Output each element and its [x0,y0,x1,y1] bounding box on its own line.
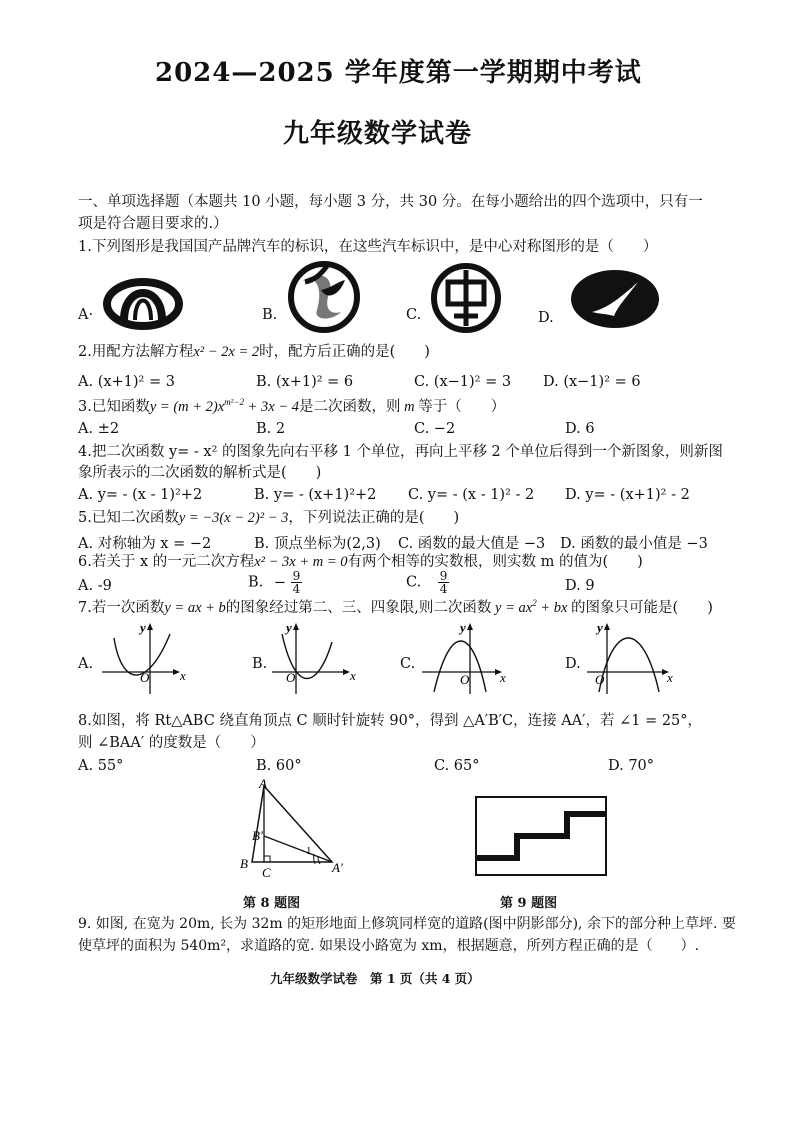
q9-line2: 使草坪的面积为 540m²，求道路的宽. 如果设小路宽为 xm，根据题意，所列方程正确的是（ ）. [78,938,700,954]
q4-option-d: D. y= - (x+1)² - 2 [565,487,690,503]
q5-equation: y = −3(x − 2)² − 3 [178,510,289,526]
q8-option-c: C. 65° [434,758,480,774]
q5-option-d: D. 函数的最小值是 −3 [560,536,708,552]
q7-graph-c [420,620,512,695]
q7-d-x-label: x [667,670,673,685]
q5-option-c: C. 函数的最大值是 −3 [398,536,546,552]
q7-stem-c: 的图象只可能是( ) [571,600,713,616]
q7-linear: y = ax + b [164,600,226,616]
q8-figure [222,778,352,878]
q8-option-b: B. 60° [256,758,302,774]
q7-label-a: A. [78,656,94,672]
q8-point-b-prime: B′ [252,828,263,843]
exam-subtitle: 九年级数学试卷 [283,119,473,149]
section-instructions-line2: 项是符合题目要求的.） [78,216,228,232]
q8-line2: 则 ∠BAA′ 的度数是（ ） [78,735,265,751]
q2-stem [78,343,430,361]
q3-option-b: B. 2 [256,421,286,437]
logo-arch-icon [102,272,184,330]
q2-option-c: C. (x−1)² = 3 [414,374,512,390]
q6-c-numerator: 9 [439,569,448,583]
q6-option-b [248,570,302,595]
q7-c-x-label: x [500,670,506,685]
q3-function: $y = (m + 2)x^{m^2-2} + 3x - 4$ [149,397,299,415]
q7-a-y-label: y [140,620,146,635]
q5-option-a: A. 对称轴为 x = −2 [78,536,212,552]
q1-label-b: B. [262,307,278,323]
q9-caption: 第 9 题图 [500,896,558,911]
q6-stem-a: 6.若关于 x 的一元二次方程 [78,554,255,570]
q2-option-a: A. (x+1)² = 3 [78,374,175,390]
q7-graph-b [270,620,362,695]
q7-c-y-label: y [460,620,466,635]
q2-stem-b: 时，配方后正确的是( ) [259,344,430,360]
q6-option-c-fraction [438,570,450,595]
q4-option-a: A. y= - (x - 1)²+2 [78,487,203,503]
q8-caption: 第 8 题图 [243,896,301,911]
q8-line1: 8.如图，将 Rt△ABC 绕直角顶点 C 顺时针旋转 90°，得到 △A′B′C，连接 AA′，若 ∠1 = 25°， [78,713,703,729]
q7-d-y-label: y [597,620,603,635]
q7-quadratic: $y = ax^2$ + bx [491,598,572,616]
q8-point-a: A [259,776,267,791]
q4-option-c: C. y= - (x - 1)² - 2 [408,487,535,503]
q9-line1: 9. 如图, 在宽为 20m, 长为 32m 的矩形地面上修筑同样宽的道路(图中阴影部分), 余下的部分种上草坪. 要 [78,916,736,932]
q3-option-c: C. −2 [414,421,456,437]
q4-line1: 4.把二次函数 y= - x² 的图象先向右平移 1 个单位，再向上平移 2 个单位后得到一个新图象，则新图 [78,444,723,460]
q2-stem-a: 2.用配方法解方程 [78,344,194,360]
q6-b-numerator: 9 [292,569,301,583]
q5-stem-b: ，下列说法正确的是( ) [288,510,460,526]
q7-stem-b: 的图象经过第二、三、四象限,则二次函数 [225,600,492,616]
q7-b-origin: O [286,670,296,685]
q6-option-b-label: B. [248,574,264,591]
q3-option-d: D. 6 [565,421,595,437]
q6-option-c-label: C. [406,574,422,591]
q6-option-b-minus: − [273,574,287,591]
q3-stem-a: 3.已知函数 [78,399,150,415]
q6-equation: x² − 3x + m = 0 [254,554,348,570]
logo-zhong-icon [430,262,502,334]
q3-stem-c: 等于（ ） [418,399,506,415]
q6-option-d: D. 9 [565,578,595,594]
section-instructions-line1: 一、单项选择题（本题共 10 小题，每小题 3 分，共 30 分。在每小题给出的四个选项中，只有一 [78,194,703,210]
q8-point-c: C [262,865,271,880]
logo-swirl-icon [287,260,361,334]
logo-wing-icon [568,268,662,330]
q5-stem-a: 5.已知二次函数 [78,510,179,526]
q6-stem-b: 有两个相等的实数根，则实数 m 的值为( ) [347,554,643,570]
q7-label-d: D. [565,656,581,672]
q3-stem [78,398,505,416]
q8-option-a: A. 55° [78,758,124,774]
q8-option-d: D. 70° [608,758,655,774]
q6-option-b-fraction [291,570,303,595]
q8-angle-1: 1 [306,845,312,857]
q7-graph-d [585,620,677,695]
q1-label-d: D. [538,310,554,326]
q7-stem [78,599,713,617]
exam-title: 2024—2025 学年度第一学期期中考试 [155,58,642,88]
q8-point-b: B [240,856,248,871]
q7-c-origin: O [460,672,470,687]
page-footer: 九年级数学试卷 第 1 页（共 4 页） [270,971,480,986]
q6-option-c [406,570,449,595]
q3-option-a: A. ±2 [78,421,120,437]
q5-option-b: B. 顶点坐标为(2,3) [254,536,381,552]
q6-option-a: A. -9 [78,578,112,594]
q7-label-c: C. [400,656,416,672]
q7-d-origin: O [595,672,605,687]
q1-stem: 1.下列图形是我国国产品牌汽车的标识，在这些汽车标识中，是中心对称图形的是（ ） [78,239,658,255]
q8-point-a-prime: A′ [332,860,343,875]
q7-label-b: B. [252,656,268,672]
q3-var-m: m [400,399,419,415]
q7-a-origin: O [140,670,150,685]
q1-label-a: A· [78,307,94,323]
q7-b-x-label: x [350,668,356,683]
q4-line2: 象所表示的二次函数的解析式是( ) [78,465,322,481]
q2-option-b: B. (x+1)² = 6 [256,374,354,390]
q7-graph-a [100,620,192,695]
q7-stem-a: 7.若一次函数 [78,600,165,616]
q6-b-denominator: 4 [292,582,301,596]
q6-stem [78,553,643,571]
q7-a-x-label: x [180,668,186,683]
q7-b-y-label: y [286,620,292,635]
q5-stem [78,509,459,527]
q6-c-denominator: 4 [439,582,448,596]
q3-stem-b: 是二次函数，则 [298,399,401,415]
q2-equation: x² − 2x = 2 [193,344,260,360]
q2-option-d: D. (x−1)² = 6 [543,374,641,390]
q1-label-c: C. [406,307,422,323]
q4-option-b: B. y= - (x+1)²+2 [254,487,377,503]
q9-figure [475,796,607,876]
